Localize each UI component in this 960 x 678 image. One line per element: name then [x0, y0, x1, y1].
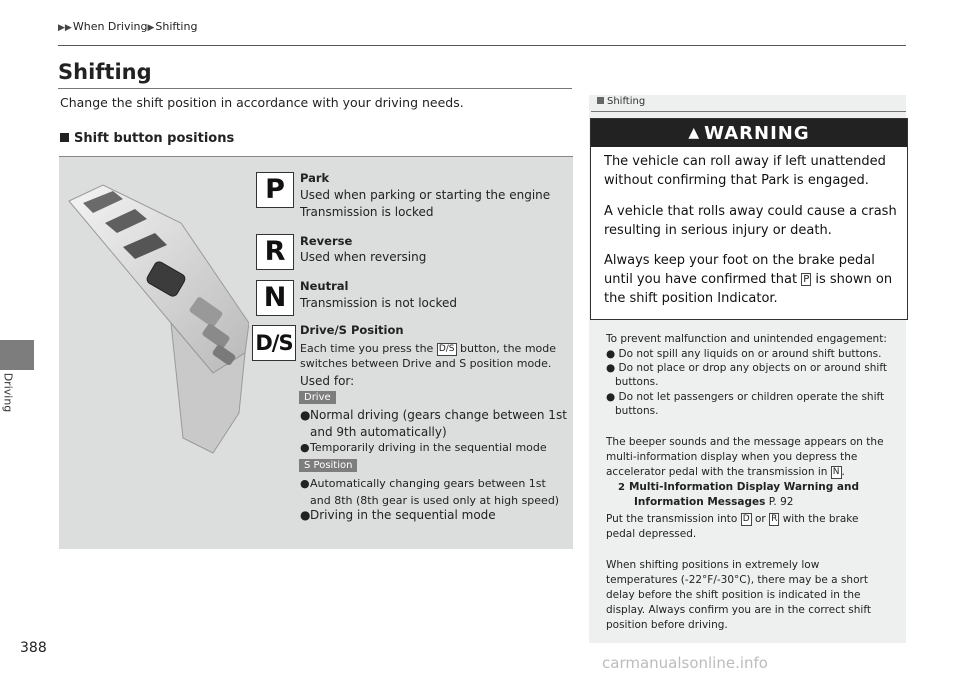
drive-mode-tag: Drive: [299, 391, 336, 404]
cross-reference-link-2[interactable]: Information Messages P. 92: [634, 496, 794, 508]
drive-s-desc-1: Each time you press the D/S button, the mode: [300, 342, 557, 355]
reverse-desc: Used when reversing: [300, 250, 427, 264]
neutral-title: Neutral: [300, 279, 349, 293]
drive-bullet: ●Temporarily driving in the sequential mode: [300, 441, 547, 454]
park-position-icon: P: [256, 172, 294, 208]
s-position-bullet: ●Driving in the sequential mode: [300, 508, 496, 522]
park-desc-1: Used when parking or starting the engine: [300, 188, 551, 202]
drive-s-title: Drive/S Position: [300, 323, 404, 337]
warning-text-1: The vehicle can roll away if left unattended without confirming that Park is engaged.: [604, 154, 886, 188]
cold-text-3: delay before the shift position is indicated in the: [606, 589, 861, 601]
drive-s-desc-2: switches between Drive and S position mode.: [300, 357, 552, 370]
breadcrumb-current: Shifting: [155, 20, 198, 33]
page-number: 388: [20, 640, 47, 656]
reverse-key: R: [771, 514, 778, 524]
cold-text-1: When shifting positions in extremely low: [606, 559, 820, 571]
drive-s-position-icon: D/S: [252, 325, 296, 361]
put-text-1: Put the transmission into D or R with the brake: [606, 513, 859, 525]
neutral-desc: Transmission is not locked: [300, 296, 457, 310]
breadcrumb: [58, 20, 197, 33]
park-desc-2: Transmission is locked: [300, 205, 434, 219]
section-heading: Shift button positions: [60, 131, 234, 146]
warning-text-2: A vehicle that rolls away could cause a crash resulting in serious injury or death.: [604, 204, 897, 238]
prevent-bullet: ● Do not let passengers or children operate the shift buttons.: [606, 391, 885, 417]
warning-header: ▲ WARNING: [591, 119, 907, 147]
reference-arrow-icon: 2: [618, 482, 625, 493]
park-title: Park: [300, 171, 330, 185]
breadcrumb-arrow-icon: ▶▶: [58, 23, 72, 33]
park-key: P: [803, 274, 810, 285]
beeper-text-1: The beeper sounds and the message appears on the: [606, 436, 884, 448]
reverse-title: Reverse: [300, 234, 353, 248]
warning-text-3: Always keep your foot on the brake pedal until you have confirmed that P is shown on the shift position Indicator.: [604, 253, 893, 306]
header-rule: [58, 45, 906, 46]
watermark: carmanualsonline.info: [602, 654, 768, 672]
title-rule: [58, 88, 572, 89]
drive-key: D: [742, 514, 750, 524]
beeper-text-3: accelerator pedal with the transmission in N .: [606, 466, 845, 478]
drive-bullet: ●Normal driving (gears change between 1st and 9th automatically): [300, 408, 567, 439]
cross-reference-link[interactable]: 2 Multi-Information Display Warning and: [618, 481, 860, 493]
s-position-bullet: ●Automatically changing gears between 1st and 8th (8th gear is used only at high speed): [300, 477, 560, 507]
square-bullet-icon: [60, 133, 69, 142]
put-text-2: pedal depressed.: [606, 528, 697, 540]
warning-box: [590, 118, 908, 320]
intro-text: Change the shift position in accordance with your driving needs.: [60, 95, 464, 110]
page-title: Shifting: [58, 60, 152, 84]
breadcrumb-arrow-icon: ▶: [147, 23, 155, 33]
s-position-tag: S Position: [299, 459, 357, 472]
prevent-text: To prevent malfunction and unintended engagement:: [606, 333, 887, 345]
note-marker-icon: [597, 97, 604, 104]
reverse-position-icon: R: [256, 234, 294, 270]
neutral-position-icon: N: [256, 280, 294, 316]
prevent-bullet: ● Do not spill any liquids on or around shift buttons.: [606, 348, 882, 360]
neutral-key: N: [832, 467, 840, 477]
cold-text-2: temperatures (-22°F/-30°C), there may be a short: [606, 574, 868, 586]
cold-text-4: display. Always confirm you are in the correct shift: [606, 604, 871, 616]
used-for-label: Used for:: [300, 374, 355, 388]
prevent-bullet: ● Do not place or drop any objects on or around shift buttons.: [606, 362, 887, 388]
beeper-text-2: multi-information display when you depress the: [606, 451, 858, 463]
breadcrumb-link-when-driving[interactable]: When Driving: [72, 20, 148, 33]
cold-text-5: position before driving.: [606, 619, 728, 631]
chapter-label: Driving: [1, 372, 15, 413]
side-note-rule: [591, 111, 906, 112]
side-note-label: Shifting: [597, 96, 645, 107]
ds-button-key: D/S: [438, 344, 455, 354]
shift-positions-panel: [59, 156, 573, 549]
warning-triangle-icon: ▲: [688, 125, 701, 141]
shift-button-illustration: [63, 183, 249, 493]
